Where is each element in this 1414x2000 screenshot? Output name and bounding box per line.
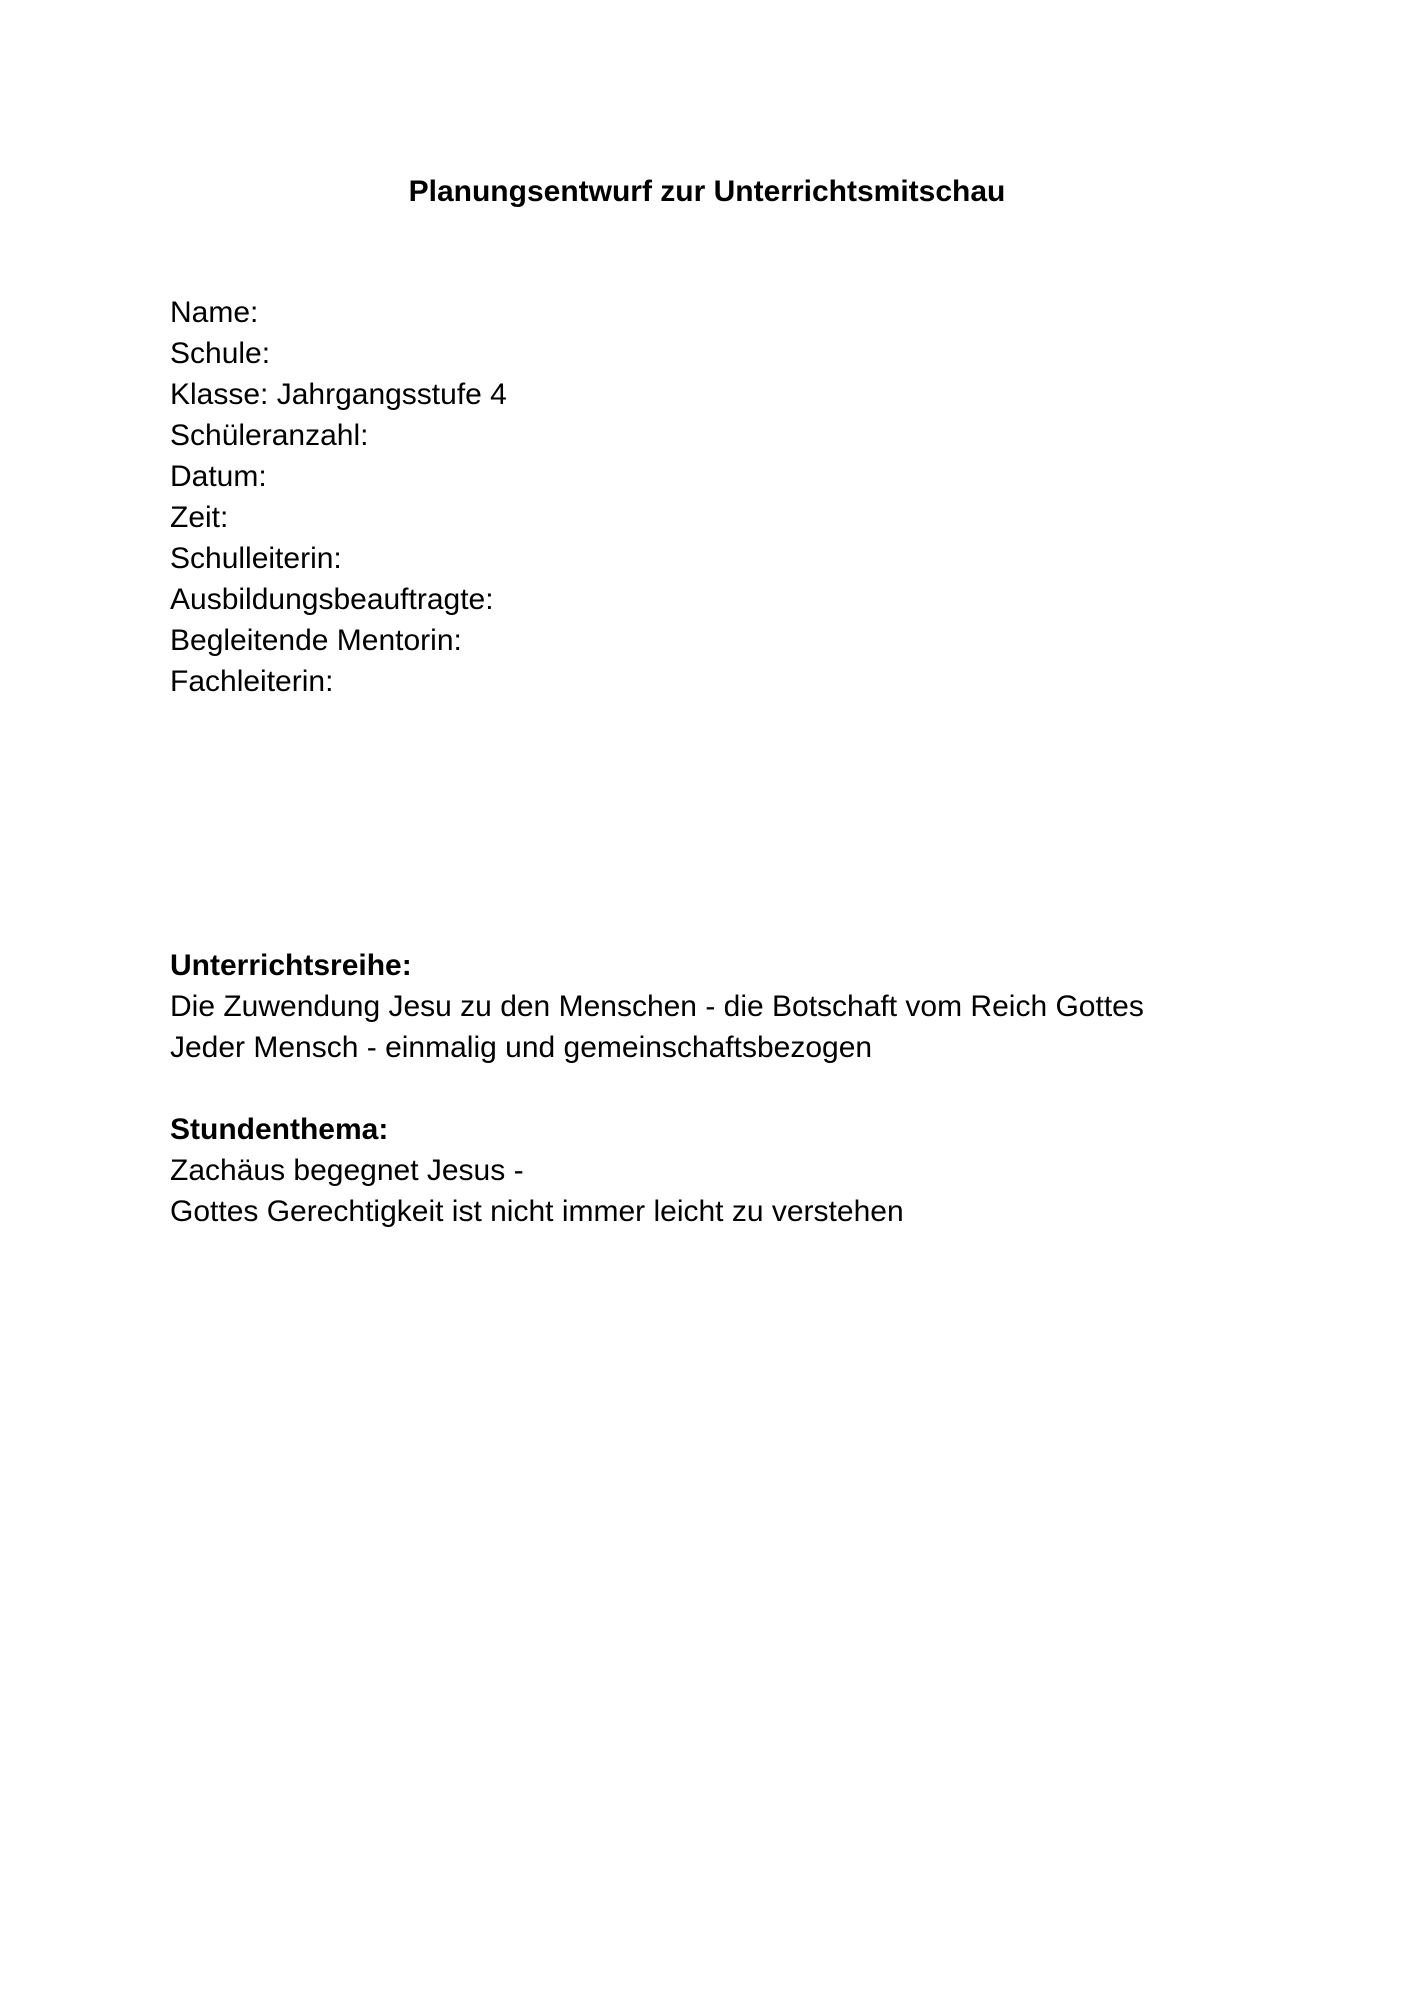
field-mentor: Begleitende Mentorin: <box>170 624 462 657</box>
topic-line: Gottes Gerechtigkeit ist nicht immer leicht zu verstehen <box>170 1195 904 1228</box>
topic-section <box>170 1109 1270 1232</box>
field-school: Schule: <box>170 337 271 370</box>
document-title: Planungsentwurf zur Unterrichtsmitschau <box>408 175 1006 208</box>
field-time: Zeit: <box>170 501 229 534</box>
series-section <box>170 945 1270 1068</box>
field-student-count: Schüleranzahl: <box>170 419 369 452</box>
series-line: Die Zuwendung Jesu zu den Menschen - die Botschaft vom Reich Gottes <box>170 990 1144 1023</box>
field-training-officer: Ausbildungsbeauftragte: <box>170 583 494 616</box>
field-subject-leader: Fachleiterin: <box>170 665 334 698</box>
field-principal: Schulleiterin: <box>170 542 342 575</box>
topic-heading: Stundenthema: <box>170 1113 389 1146</box>
series-heading: Unterrichtsreihe: <box>170 949 412 982</box>
field-name: Name: <box>170 296 259 329</box>
topic-line: Zachäus begegnet Jesus - <box>170 1154 524 1187</box>
info-fields <box>170 292 1270 702</box>
field-class: Klasse: Jahrgangsstufe 4 <box>170 378 507 411</box>
field-date: Datum: <box>170 460 267 493</box>
series-line: Jeder Mensch - einmalig und gemeinschaftsbezogen <box>170 1031 873 1064</box>
